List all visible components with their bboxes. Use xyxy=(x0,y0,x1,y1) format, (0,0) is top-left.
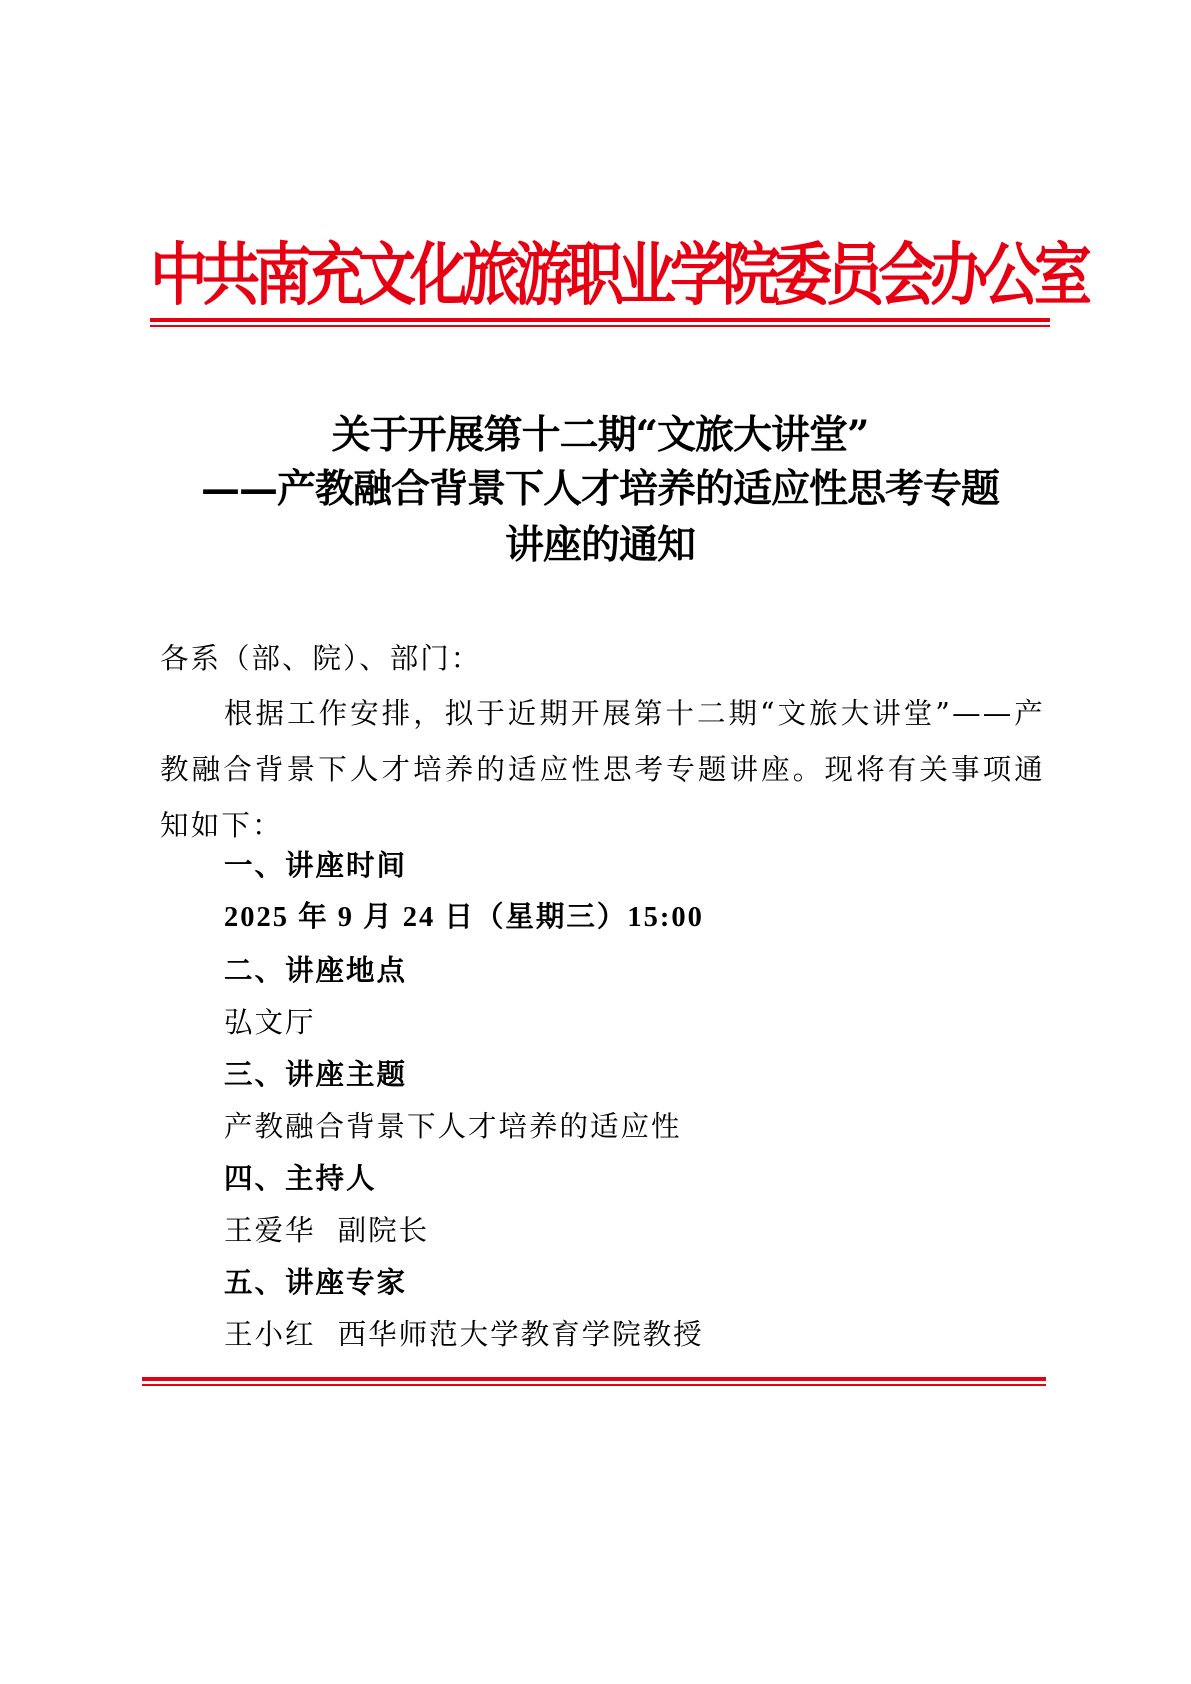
masthead-org-name: 中共南充文化旅游职业学院委员会办公室 xyxy=(150,234,1087,316)
section-2-content: 弘文厅 xyxy=(224,1006,316,1039)
title-line-1: 关于开展第十二期“文旅大讲堂” xyxy=(331,412,869,458)
masthead-rule-thin xyxy=(150,325,1050,327)
section-2-heading: 二、讲座地点 xyxy=(224,954,408,987)
footer-rule-thick xyxy=(142,1377,1046,1381)
title-line-3: 讲座的通知 xyxy=(504,522,695,568)
masthead-rule-thick xyxy=(150,318,1050,322)
intro-paragraph: 根据工作安排，拟于近期开展第十二期“文旅大讲堂”——产教融合背景下人才培养的适应性思考专题讲座。现将有关事项通知如下： xyxy=(160,697,1045,842)
section-1-content: 2025 年 9 月 24 日（星期三）15:00 xyxy=(224,902,704,933)
title-line-2: ——产教融合背景下人才培养的适应性思考专题 xyxy=(200,466,999,512)
section-5-heading: 五、讲座专家 xyxy=(224,1266,408,1299)
section-4-heading: 四、主持人 xyxy=(224,1162,377,1195)
section-1-heading: 一、讲座时间 xyxy=(224,849,408,882)
section-3-content: 产教融合背景下人才培养的适应性 xyxy=(224,1110,682,1143)
salutation: 各系（部、院）、部门： xyxy=(160,642,482,675)
footer-rule-thin xyxy=(142,1384,1046,1386)
section-5-content: 王小红 西华师范大学教育学院教授 xyxy=(224,1318,704,1351)
section-4-content: 王爱华 副院长 xyxy=(224,1214,430,1247)
section-3-heading: 三、讲座主题 xyxy=(224,1058,408,1091)
